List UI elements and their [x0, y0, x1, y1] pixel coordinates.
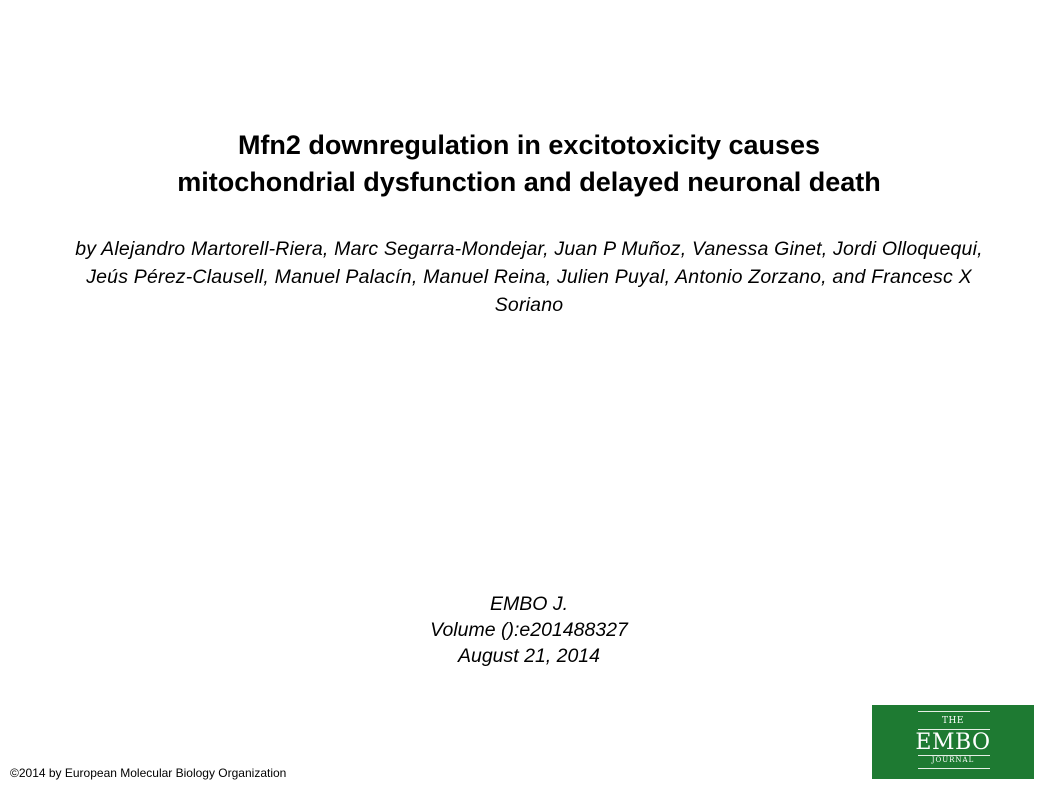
author-list: by Alejandro Martorell-Riera, Marc Segarra-Mondejar, Juan P Muñoz, Vanessa Ginet, Jordi Olloquequi, Jeús Pérez-Clausell, Manuel Palacín, Manuel Reina, Julien Puyal, Antonio Zorzano, and Francesc X Soriano — [75, 238, 983, 316]
article-title — [40, 127, 1018, 201]
title-line-1: Mfn2 downregulation in excitotoxicity causes — [237, 130, 821, 160]
publication-date: August 21, 2014 — [457, 645, 601, 667]
logo-journal-text: JOURNAL — [931, 756, 975, 764]
logo-embo-text: EMBO — [915, 730, 991, 755]
embo-journal-logo — [872, 705, 1034, 779]
copyright-notice: ©2014 by European Molecular Biology Organization — [10, 766, 287, 780]
logo-rule-bottom — [918, 768, 990, 769]
journal-name: EMBO J. — [489, 593, 568, 615]
title-line-2: mitochondrial dysfunction and delayed neuronal death — [177, 167, 881, 197]
volume-info: Volume ():e201488327 — [430, 619, 628, 641]
citation-block — [300, 591, 758, 669]
logo-rule-top — [918, 711, 990, 712]
logo-the-text: THE — [942, 716, 964, 726]
